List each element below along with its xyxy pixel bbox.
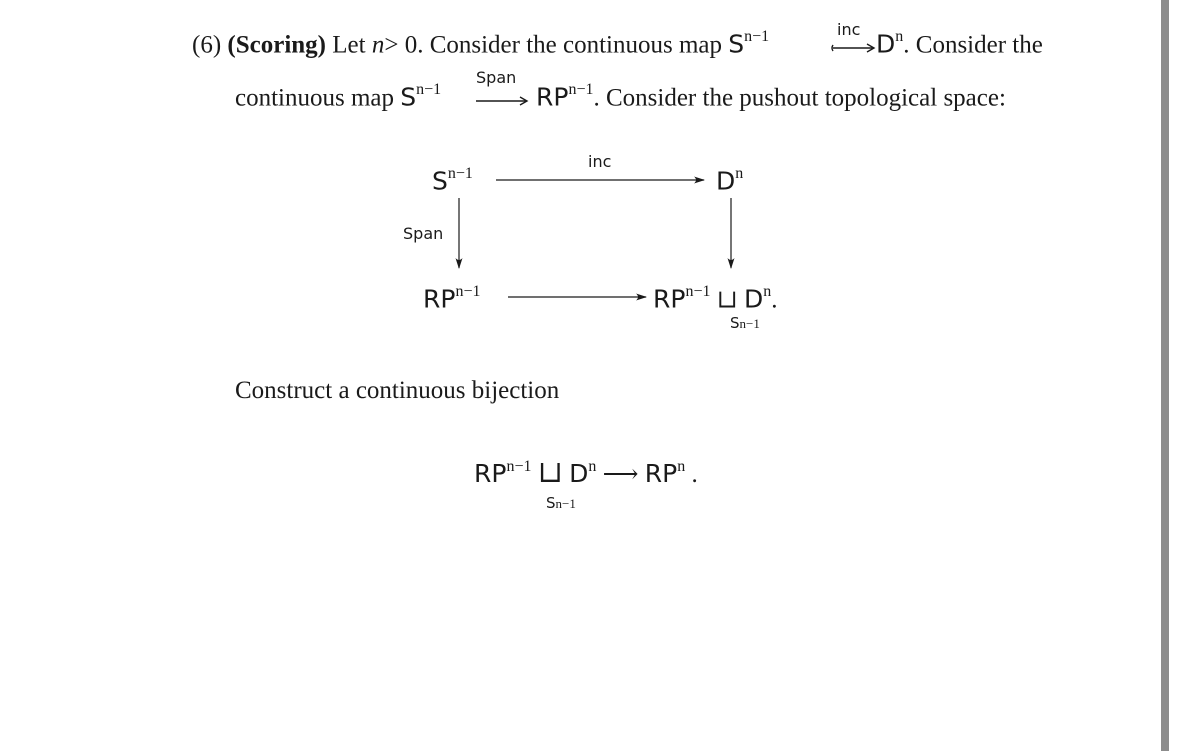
diagram-top-left: $S^{n-1}$: [432, 165, 473, 196]
var-n: n: [371, 31, 385, 59]
rp-symbol: RP: [536, 82, 569, 112]
text-consider-the: . Consider the: [903, 31, 1043, 59]
problem-label: (Scoring): [227, 31, 327, 59]
bijection-subscript: Sn−1: [546, 494, 576, 512]
diagram-bottom-arrow: [508, 292, 650, 302]
inline-span-arrow: [474, 96, 530, 106]
problem-number: (6): [192, 31, 222, 59]
rp-exponent: n−1: [568, 81, 594, 98]
diagram-top-right: $D^n$: [716, 165, 744, 196]
problem-line-2-end: [536, 81, 1006, 112]
diagram-right-arrow: [726, 198, 736, 272]
sphere-symbol: S: [728, 29, 745, 59]
bijection-arrow: ⟶: [602, 461, 639, 488]
disk-exponent: n: [895, 28, 904, 45]
problem-line-2: [235, 81, 442, 112]
diagram-top-arrow: [496, 175, 708, 185]
bijection-formula: $RP^{n-1}$ ⊔ $D^n$ ⟶ $RP^n$ .: [474, 456, 698, 489]
construct-text: Construct a continuous bijection: [235, 377, 560, 404]
disk-symbol: D: [876, 29, 896, 59]
coproduct-symbol: ⊔: [716, 286, 738, 314]
problem-line-1-end: [876, 28, 1043, 59]
text-let: Let: [332, 31, 366, 59]
text-gt-zero: > 0. Consider the continuous map: [384, 31, 723, 59]
sphere-symbol-2: S: [400, 82, 417, 112]
diagram-bottom-left: $RP^{n-1}$: [423, 283, 481, 314]
diagram-top-arrow-label: inc: [588, 152, 612, 171]
bijection-coproduct: ⊔: [537, 456, 563, 489]
text-continuous-map: continuous map: [235, 84, 395, 112]
diagram-left-arrow-label: Span: [403, 224, 444, 243]
problem-line-1: [192, 28, 770, 59]
scrollbar[interactable]: [1161, 0, 1169, 751]
inline-span-label: Span: [476, 68, 517, 87]
diagram-coproduct-subscript: Sn−1: [730, 314, 760, 332]
sphere-exponent: n−1: [744, 28, 770, 45]
sphere-exponent-2: n−1: [416, 81, 442, 98]
inline-inc-label: inc: [837, 20, 861, 39]
text-pushout: . Consider the pushout topological space:: [593, 84, 1006, 112]
diagram-left-arrow: [454, 198, 464, 272]
diagram-bottom-right: $RP^{n-1}$ ⊔ $D^n$.: [653, 283, 778, 314]
inline-inc-arrow: [831, 43, 877, 53]
